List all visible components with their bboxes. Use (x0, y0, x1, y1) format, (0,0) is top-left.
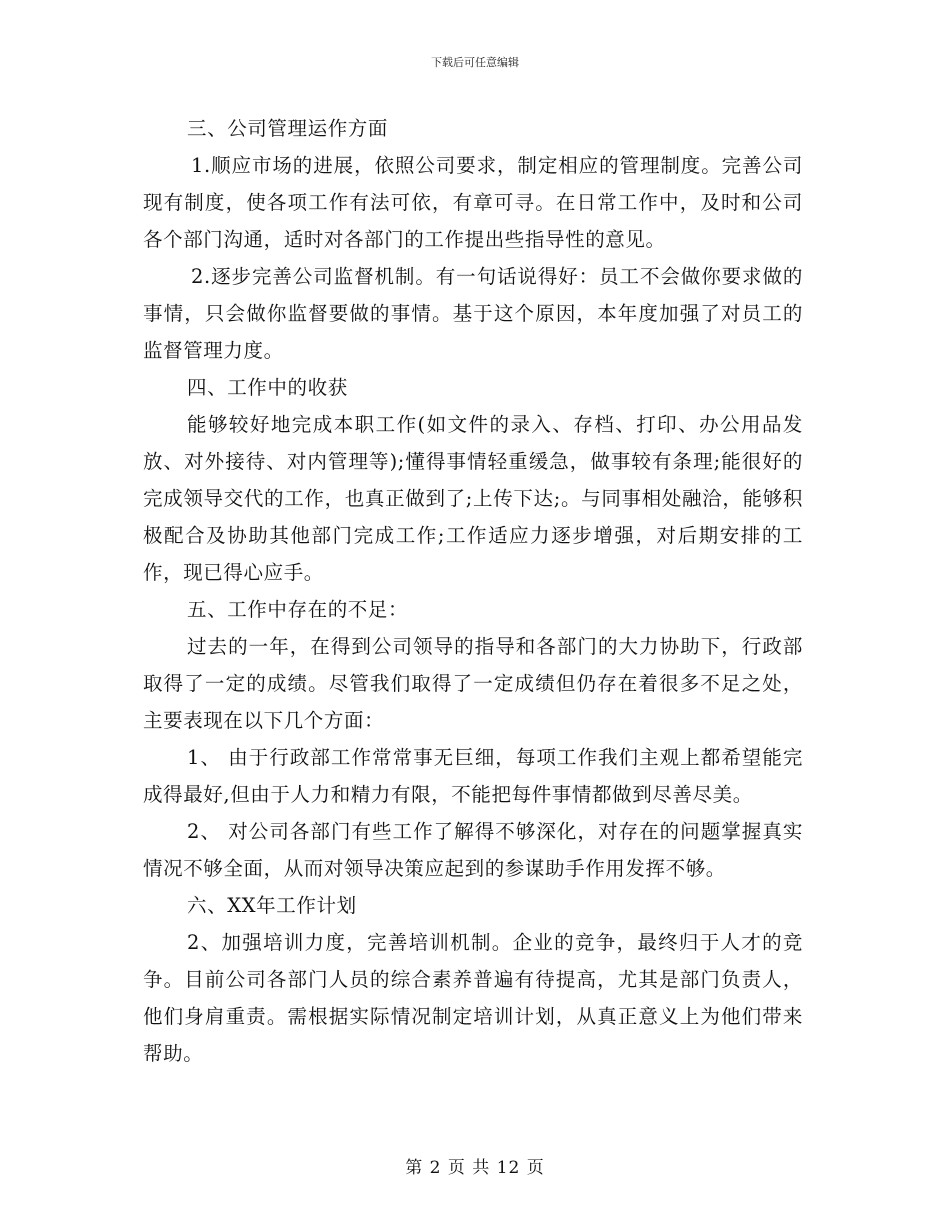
page-header-note: 下载后可任意编辑 (431, 56, 519, 69)
paragraph-item-2: 2.逐步完善公司监督机制。有一句话说得好：员工不会做你要求做的事情，只会做你监督要做的事情。基于这个原因，本年度加强了对员工的监督管理力度。 (143, 265, 803, 362)
paragraph-item-1: 1.顺应市场的进展，依照公司要求，制定相应的管理制度。完善公司现有制度，使各项工作有法可依，有章可寻。在日常工作中，及时和公司各个部门沟通，适时对各部门的工作提出些指导性的意见。 (143, 154, 803, 251)
paragraph-plan-2: 2、加强培训力度，完善培训机制。企业的竞争，最终归于人才的竞争。目前公司各部门人员的综合素养普遍有待提高，尤其是部门负责人，他们身肩重责。需根据实际情况制定培训计划，从真正意义上为他们带来帮助。 (143, 931, 803, 1065)
page-number-footer: 第 2 页 共 12 页 (405, 1158, 545, 1178)
paragraph-shortcomings-intro: 过去的一年，在得到公司领导的指导和各部门的大力协助下，行政部取得了一定的成绩。尽管我们取得了一定成绩但仍存在着很多不足之处，主要表现在以下几个方面： (143, 635, 803, 732)
section-heading-shortcomings: 五、工作中存在的不足： (187, 598, 409, 621)
paragraph-gains: 能够较好地完成本职工作(如文件的录入、存档、打印、办公用品发放、对外接待、对内管理等);懂得事情轻重缓急，做事较有条理;能很好的完成领导交代的工作，也真正做到了;上传下达;。与同事相处融洽，能够积极配合及协助其他部门完成工作;工作适应力逐步增强，对后期安排的工作，现已得心应手。 (143, 413, 803, 584)
document-body (143, 110, 803, 1072)
section-heading-plan: 六、XX年工作计划 (187, 894, 357, 917)
section-heading-gains: 四、工作中的收获 (187, 376, 348, 399)
paragraph-shortcoming-1: 1、 由于行政部工作常常事无巨细，每项工作我们主观上都希望能完成得最好,但由于人力和精力有限，不能把每件事情都做到尽善尽美。 (143, 746, 803, 806)
section-heading-management: 三、公司管理运作方面 (187, 117, 389, 140)
paragraph-shortcoming-2: 2、 对公司各部门有些工作了解得不够深化，对存在的问题掌握真实情况不够全面，从而对领导决策应起到的参谋助手作用发挥不够。 (143, 820, 803, 880)
